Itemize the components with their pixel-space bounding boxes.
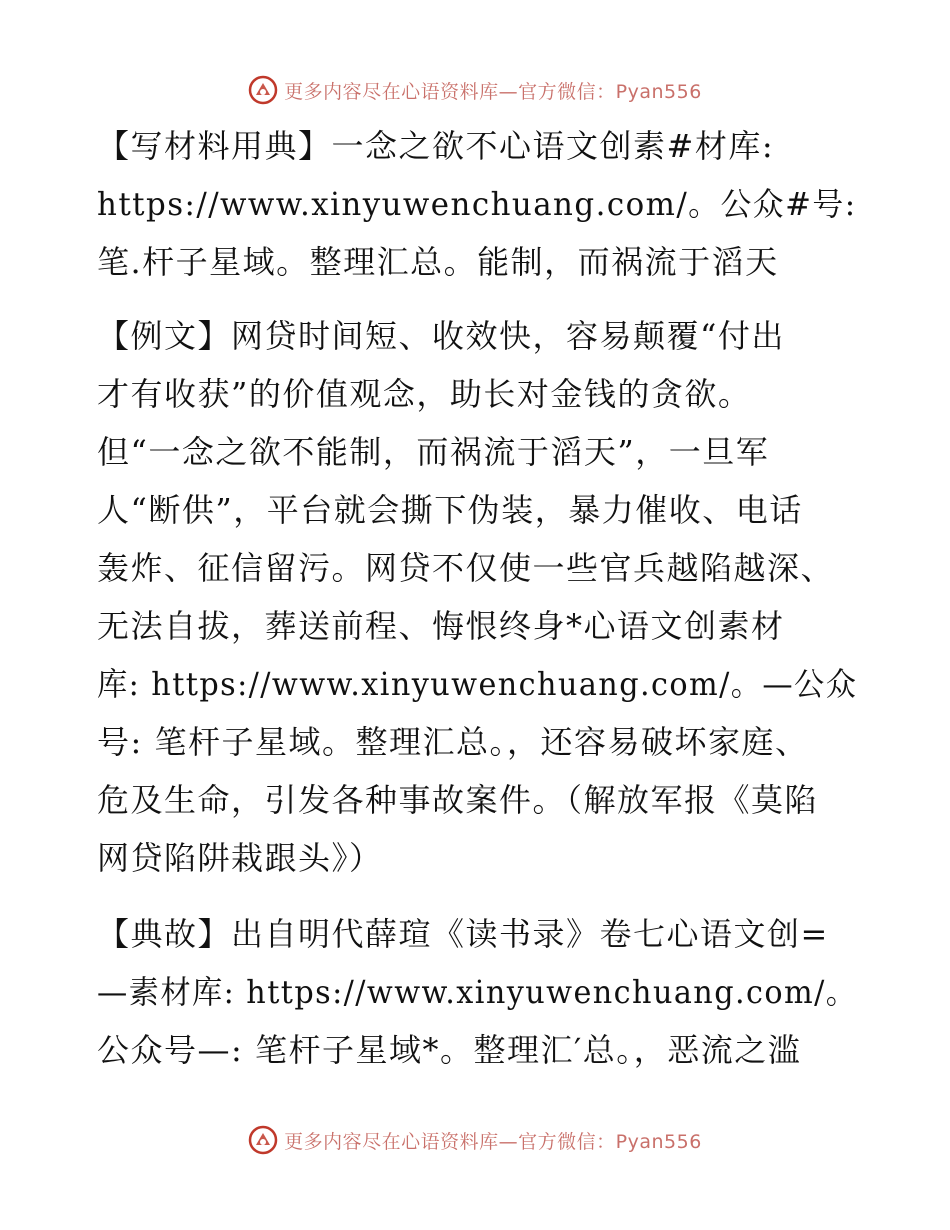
text-line: 公众号—: 笔杆子星域*。整理汇′总。，恶流之滥 [97,1031,802,1069]
text-line: 【典故】出自明代薛瑄《读书录》卷七心语文创= [97,915,829,953]
text-line: —素材库: https://www.xinyuwenchuang.com/。 [97,973,858,1011]
header-banner-text: 更多内容尽在心语资料库—官方微信：Pyan556 [284,80,702,103]
text-line: 网贷陷阱栽跟头》） [97,839,383,877]
text-line: 才有收获”的价值观念，助长对金钱的贪欲。 [97,375,752,413]
text-line: https://www.xinyuwenchuang.com/。公众#号: [97,185,857,223]
header-banner [0,72,950,108]
text-line: 无法自拔，葬送前程、悔恨终身*心语文创素材 [97,607,785,645]
text-line: 轰炸、征信留污。网贷不仅使一些官兵越陷越深、 [97,549,835,587]
text-line: 【例文】网贷时间短、收效快，容易颠覆“付出 [97,317,785,355]
stamp-logo-icon [248,1125,278,1155]
text-line: 号: 笔杆子星域。整理汇总。，还容易破坏家庭、 [97,723,809,761]
footer-banner-text: 更多内容尽在心语资料库—官方微信：Pyan556 [284,1130,702,1153]
text-line: 人“断供”，平台就会撕下伪装，暴力催收、电话 [97,491,803,529]
text-line: 【写材料用典】一念之欲不心语文创素#材库: [97,127,775,165]
stamp-logo-icon [248,75,278,105]
text-line: 但“一念之欲不能制，而祸流于滔天”，一旦军 [97,433,770,471]
footer-banner [0,1122,950,1158]
text-line: 危及生命，引发各种事故案件。（解放军报《莫陷 [97,781,819,819]
text-line: 笔.杆子星域。整理汇总。能制，而祸流于滔天 [97,243,779,281]
text-line: 库: https://www.xinyuwenchuang.com/。—公众 [97,665,858,703]
